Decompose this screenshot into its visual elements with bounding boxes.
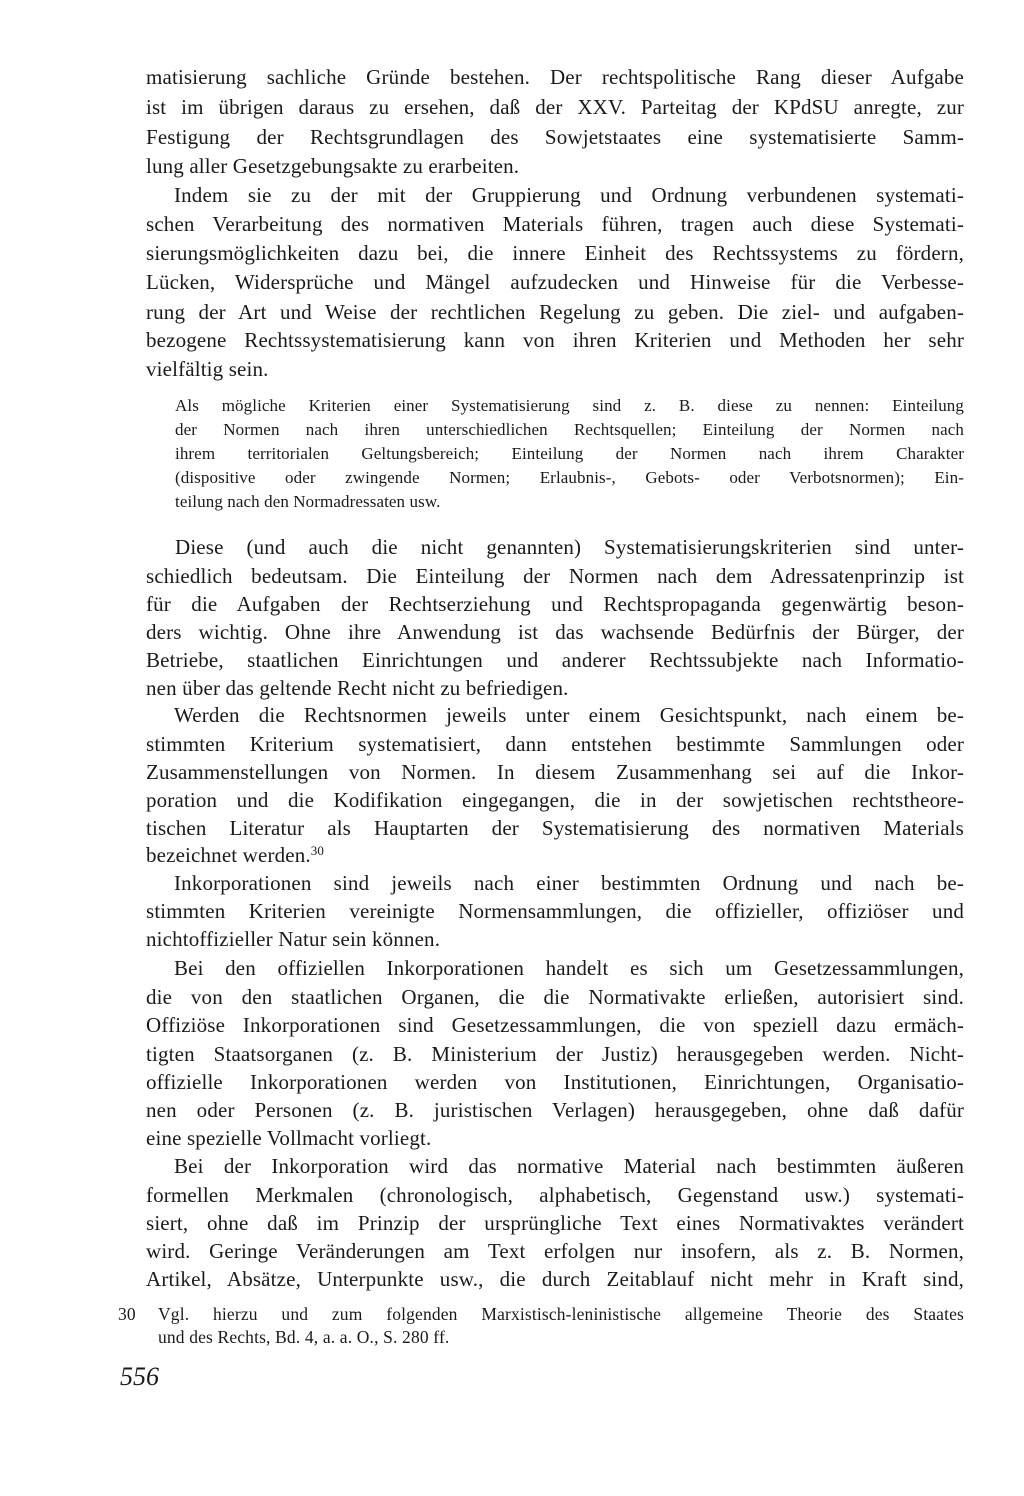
small-text-line: (dispositive oder zwingende Normen; Erlaubnis-, Gebots- oder Verbotsnormen); Ein-	[175, 468, 964, 487]
text-line: siert, ohne daß im Prinzip der ursprüngliche Text eines Normativaktes verändert	[146, 1211, 964, 1235]
text-line: Zusammenstellungen von Normen. In diesem Zusammenhang sei auf die Inkor-	[146, 760, 964, 784]
text-line: die von den staatlichen Organen, die die Normativakte erließen, autorisiert sind.	[146, 985, 964, 1009]
text-line: bezogene Rechtssystematisierung kann von ihren Kriterien und Methoden her sehr	[146, 328, 964, 352]
text-line	[146, 842, 324, 868]
text-line: nen über das geltende Recht nicht zu befriedigen.	[146, 676, 569, 700]
text-line: formellen Merkmalen (chronologisch, alphabetisch, Gegenstand usw.) systemati-	[146, 1183, 964, 1207]
text-line: sierungsmöglichkeiten dazu bei, die innere Einheit des Rechtssystems zu fördern,	[146, 241, 964, 265]
footnote-reference: 30	[310, 843, 325, 858]
text-line: Lücken, Widersprüche und Mängel aufzudecken und Hinweise für die Verbesse-	[146, 270, 964, 294]
text-span: bezeichnet werden.	[146, 843, 311, 867]
text-line: Artikel, Absätze, Unterpunkte usw., die durch Zeitablauf nicht mehr in Kraft sind,	[146, 1267, 964, 1291]
small-text-line: Als mögliche Kriterien einer Systematisierung sind z. B. diese zu nennen: Einteilung	[175, 396, 964, 415]
text-line: Betriebe, staatlichen Einrichtungen und anderer Rechtssubjekte nach Informatio-	[146, 648, 964, 672]
text-line: Offiziöse Inkorporationen sind Gesetzessammlungen, die von speziell dazu ermäch-	[146, 1013, 964, 1037]
text-line: poration und die Kodifikation eingegangen, die in der sowjetischen rechtstheore-	[146, 788, 964, 812]
text-line: stimmten Kriterium systematisiert, dann entstehen bestimmte Sammlungen oder	[146, 732, 964, 756]
text-line: Festigung der Rechtsgrundlagen des Sowjetstaates eine systematisierte Samm-	[146, 125, 964, 149]
footnote-line: und des Rechts, Bd. 4, a. a. O., S. 280 ff.	[158, 1327, 450, 1347]
footnote-line: Vgl. hierzu und zum folgenden Marxistisch-leninistische allgemeine Theorie des Staates	[158, 1304, 964, 1324]
small-text-line: der Normen nach ihren unterschiedlichen Rechtsquellen; Einteilung der Normen nach	[175, 420, 964, 439]
text-line: nichtoffizieller Natur sein können.	[146, 927, 441, 951]
small-text-line: ihrem territorialen Geltungsbereich; Einteilung der Normen nach ihrem Charakter	[175, 444, 964, 463]
text-line: ders wichtig. Ohne ihre Anwendung ist das wachsende Bedürfnis der Bürger, der	[146, 620, 964, 644]
text-line: Inkorporationen sind jeweils nach einer bestimmten Ordnung und nach be-	[174, 871, 964, 895]
small-text-line: teilung nach den Normadressaten usw.	[175, 492, 441, 511]
text-line: Diese (und auch die nicht genannten) Systematisierungskriterien sind unter-	[175, 535, 964, 559]
text-line: Werden die Rechtsnormen jeweils unter einem Gesichtspunkt, nach einem be-	[174, 703, 964, 727]
text-line: tischen Literatur als Hauptarten der Systematisierung des normativen Materials	[146, 816, 964, 840]
page-number: 556	[120, 1362, 159, 1391]
text-line: eine spezielle Vollmacht vorliegt.	[146, 1126, 432, 1150]
footnote-number: 30	[118, 1304, 136, 1324]
text-line: nen oder Personen (z. B. juristischen Verlagen) herausgegeben, ohne daß dafür	[146, 1098, 964, 1122]
text-line: schen Verarbeitung des normativen Materials führen, tragen auch diese Systemati-	[146, 212, 964, 236]
text-line: tigten Staatsorganen (z. B. Ministerium der Justiz) herausgegeben werden. Nicht-	[146, 1042, 964, 1066]
text-line: schiedlich bedeutsam. Die Einteilung der Normen nach dem Adressatenprinzip ist	[146, 564, 964, 588]
text-line: offizielle Inkorporationen werden von Institutionen, Einrichtungen, Organisatio-	[146, 1070, 964, 1094]
text-line: vielfältig sein.	[146, 357, 269, 381]
text-line: stimmten Kriterien vereinigte Normensammlungen, die offizieller, offiziöser und	[146, 899, 964, 923]
text-line: Bei der Inkorporation wird das normative Material nach bestimmten äußeren	[174, 1154, 964, 1178]
text-line: wird. Geringe Veränderungen am Text erfolgen nur insofern, als z. B. Normen,	[146, 1239, 964, 1263]
text-line: für die Aufgaben der Rechtserziehung und Rechtspropaganda gegenwärtig beson-	[146, 592, 964, 616]
text-line: lung aller Gesetzgebungsakte zu erarbeiten.	[146, 154, 520, 178]
text-line: ist im übrigen daraus zu ersehen, daß der XXV. Parteitag der KPdSU anregte, zur	[146, 95, 964, 119]
text-line: Indem sie zu der mit der Gruppierung und Ordnung verbundenen systemati-	[174, 183, 964, 207]
text-line: Bei den offiziellen Inkorporationen handelt es sich um Gesetzessammlungen,	[174, 956, 964, 980]
text-line: rung der Art und Weise der rechtlichen Regelung zu geben. Die ziel- und aufgaben-	[146, 300, 964, 324]
text-line: matisierung sachliche Gründe bestehen. Der rechtspolitische Rang dieser Aufgabe	[146, 65, 964, 89]
